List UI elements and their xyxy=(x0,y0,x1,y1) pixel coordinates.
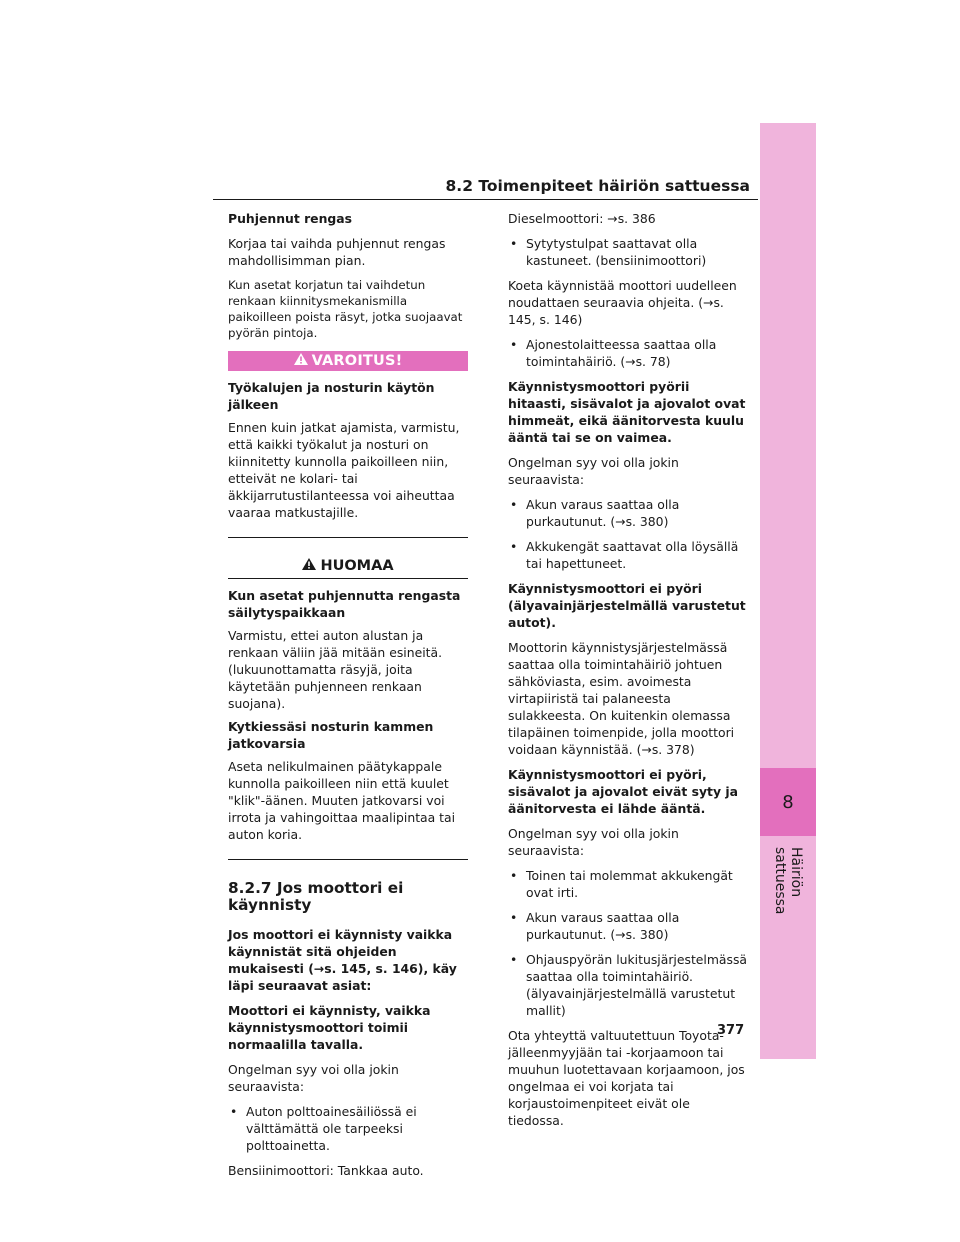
list-item xyxy=(508,867,748,901)
bullet-text: Akkukengät saattavat olla löysällä tai hapettuneet. xyxy=(526,539,739,571)
bullet-dot: • xyxy=(510,868,518,883)
bullet-dot: • xyxy=(510,497,518,512)
notice-text-1: Varmistu, ettei auton alustan ja renkaan väliin jää mitään esineitä. (lukuunottamatta räsyjä, joita käytetään puhjenneen renkaan suojana). xyxy=(228,628,443,711)
bullet-dot: • xyxy=(510,337,518,352)
list-item xyxy=(508,336,748,370)
subheading-b: Käynnistysmoottori pyörii hitaasti, sisävalot ja ajovalot ovat himmeät, eikä äänitorvesta kuulu ääntä tai se on vaimea. xyxy=(508,379,746,445)
header-rule xyxy=(213,199,758,200)
warning-header xyxy=(228,351,468,371)
cause-intro-a: Ongelman syy voi olla jokin seuraavista: xyxy=(228,1062,399,1094)
bullet-text: Ajonestolaitteessa saattaa olla toimintahäiriö. (→s. 78) xyxy=(526,337,717,369)
notice-text-2: Aseta nelikulmainen päätykappale kunnolla paikoilleen niin että kuulet "klik"-äänen. Muuten jatkovarsi voi irrota ja vahingoittaa maalipintaa tai auton koria. xyxy=(228,759,456,842)
bullet-dot: • xyxy=(510,236,518,251)
section-title: 8.2.7 Jos moottori ei käynnisty xyxy=(228,879,404,914)
notice-header xyxy=(228,554,468,579)
bullet-dot: • xyxy=(510,910,518,925)
bullet-text: Sytytystulpat saattavat olla kastuneet. (bensiinimoottori) xyxy=(526,236,707,268)
page-header-title: 8.2 Toimenpiteet häiriön sattuessa xyxy=(445,177,750,195)
list-item xyxy=(228,1103,468,1154)
right-column xyxy=(508,210,748,1137)
closing-paragraph: Ota yhteyttä valtuutettuun Toyota-jälleenmyyjään tai -korjaamoon tai muuhun luotettavaan korjaamoon, jos ongelmaa ei voi korjata tai korjaustoimenpiteet eivät ole tiedossa. xyxy=(508,1028,745,1128)
section-intro: Jos moottori ei käynnisty vaikka käynnistät sitä ohjeiden mukaisesti (→s. 145, s. 146), käy läpi seuraavat asiat: xyxy=(228,927,457,993)
notice-box xyxy=(228,554,468,860)
list-item xyxy=(508,909,748,943)
flat-tire-note: Kun asetat korjatun tai vaihdetun renkaan kiinnitysmekanismilla paikoilleen poista räsyt, jotka suojaavat pyörän pintoja. xyxy=(228,278,463,340)
bullet-text: Toinen tai molemmat akkukengät ovat irti. xyxy=(526,868,733,900)
list-item xyxy=(508,538,748,572)
page-number: 377 xyxy=(717,1023,745,1038)
notice-triangle-icon xyxy=(302,558,316,575)
notice-title: HUOMAA xyxy=(320,557,394,574)
paragraph-c: Moottorin käynnistysjärjestelmässä saattaa olla toimintahäiriö johtuen sähköviasta, esim. avoimesta virtapiiristä tai palaneesta sulakkeesta. On kuitenkin olemassa tilapäinen toimenpide, jolla moottori voidaan käynnistää. (→s. 378) xyxy=(508,640,735,757)
bullet-text: Akun varaus saattaa olla purkautunut. (→s. 380) xyxy=(526,910,680,942)
warning-title: VAROITUS! xyxy=(311,352,403,369)
list-item xyxy=(508,496,748,530)
petrol-paragraph: Bensiinimoottori: Tankkaa auto. xyxy=(228,1163,424,1178)
bullet-text: Auton polttoainesäiliössä ei välttämättä ole tarpeeksi polttoainetta. xyxy=(246,1104,417,1153)
list-item xyxy=(508,235,748,269)
list-item xyxy=(508,951,748,1019)
warning-subtitle: Työkalujen ja nosturin käytön jälkeen xyxy=(228,380,435,412)
cause-intro-b: Ongelman syy voi olla jokin seuraavista: xyxy=(508,455,679,487)
warning-text: Ennen kuin jatkat ajamista, varmistu, että kaikki työkalut ja nosturi on kiinnitetty kunnolla paikoilleen niin, etteivät ne kolari- tai äkkijarrutustilanteessa voi aiheuttaa vaaraa matkustajille. xyxy=(228,420,460,520)
subheading-d: Käynnistysmoottori ei pyöri, sisävalot ja ajovalot eivät syty ja äänitorvesta ei lähde ääntä. xyxy=(508,767,738,816)
notice-subtitle-2: Kytkiessäsi nosturin kammen jatkovarsia xyxy=(228,719,434,751)
flat-tire-paragraph: Korjaa tai vaihda puhjennut rengas mahdollisimman pian. xyxy=(228,236,446,268)
left-column xyxy=(228,210,468,1187)
chapter-number: 8 xyxy=(760,768,816,836)
flat-tire-heading: Puhjennut rengas xyxy=(228,211,353,226)
notice-subtitle-1: Kun asetat puhjennutta rengasta säilytyspaikkaan xyxy=(228,588,461,620)
restart-paragraph: Koeta käynnistää moottori uudelleen noudattaen seuraavia ohjeita. (→s. 145, s. 146) xyxy=(508,278,737,327)
bullet-text: Ohjauspyörän lukitusjärjestelmässä saattaa olla toimintahäiriö. (älyavainjärjestelmällä varustetut mallit) xyxy=(526,952,748,1018)
bullet-dot: • xyxy=(510,952,518,967)
bullet-text: Akun varaus saattaa olla purkautunut. (→s. 380) xyxy=(526,497,680,529)
subheading-c: Käynnistysmoottori ei pyöri (älyavainjärjestelmällä varustetut autot). xyxy=(508,581,746,630)
subheading-a: Moottori ei käynnisty, vaikka käynnistysmoottori toimii normaalilla tavalla. xyxy=(228,1003,431,1052)
chapter-label: Häiriön sattuessa xyxy=(772,847,804,915)
diesel-paragraph: Dieselmoottori: →s. 386 xyxy=(508,211,656,226)
bullet-dot: • xyxy=(230,1104,238,1119)
cause-intro-d: Ongelman syy voi olla jokin seuraavista: xyxy=(508,826,679,858)
warning-triangle-icon xyxy=(294,353,308,370)
warning-box xyxy=(228,351,468,538)
bullet-dot: • xyxy=(510,539,518,554)
